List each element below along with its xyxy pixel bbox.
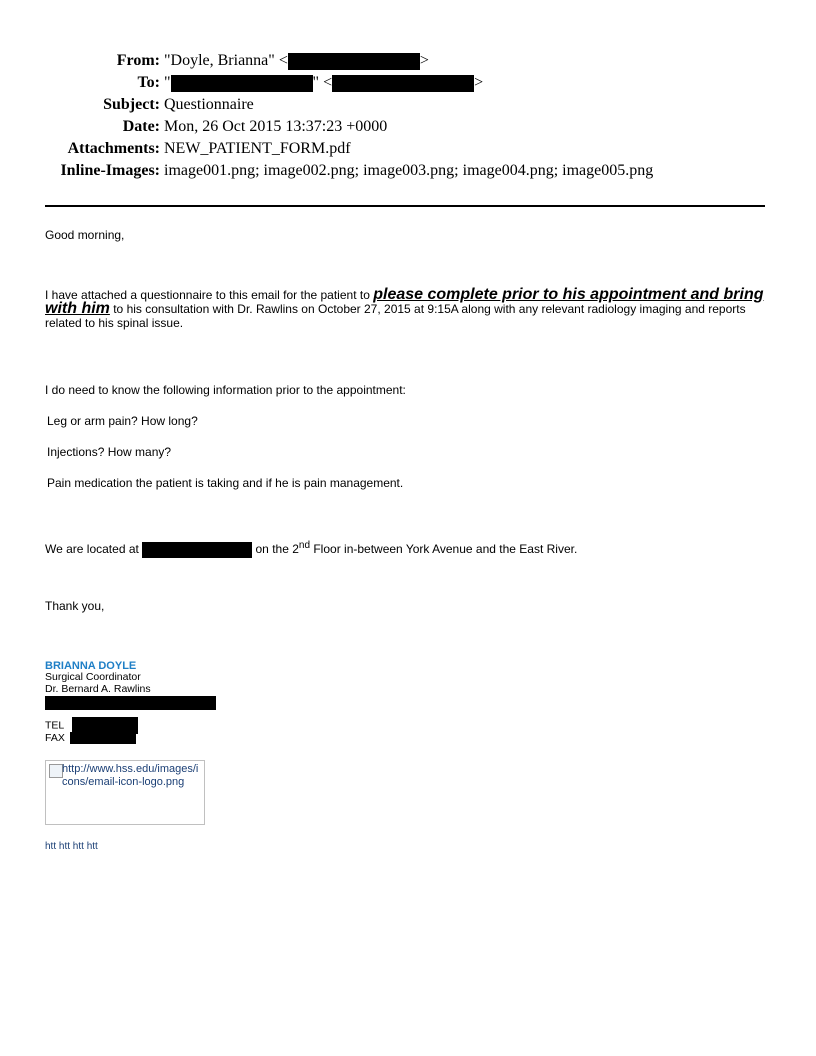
greeting: Good morning, [45,228,125,242]
to-value-middle: " < [312,74,333,91]
signature-doctor: Dr. Bernard A. Rawlins [45,683,151,695]
broken-image-icon [49,764,63,778]
location-line [45,539,767,558]
signature-title: Surgical Coordinator [45,671,141,683]
date-value: Mon, 26 Oct 2015 13:37:23 +0000 [164,118,388,135]
paragraph-questionnaire [45,288,767,330]
subject-row [0,96,816,118]
image-alt-text: http://www.hss.edu/images/icons/email-icon-logo.png [62,763,199,788]
redaction-bar [70,732,136,744]
subject-label: Subject: [103,96,160,113]
to-label: To: [137,74,160,91]
attachments-label: Attachments: [67,140,160,157]
from-label: From: [116,52,160,69]
para1-emphasis: please complete prior to his appointment and bring with him [45,286,764,317]
inline-images-row [0,162,816,184]
tel-label: TEL [45,719,65,732]
thanks-line: Thank you, [45,599,105,613]
from-value-prefix: "Doyle, Brianna" < [164,52,288,69]
attachment-link[interactable]: NEW_PATIENT_FORM.pdf [164,140,351,157]
redaction-bar [288,53,420,70]
location-superscript: nd [298,540,311,551]
location-mid: on the 2 [252,542,299,556]
from-row [0,52,816,74]
from-value-suffix: > [419,52,429,69]
subject-value: Questionnaire [164,96,254,113]
signature-fax [45,732,767,744]
attachments-row [0,140,816,162]
date-row [0,118,816,140]
location-suffix: Floor in-between York Avenue and the East River. [310,542,578,556]
question-2: Injections? How many? [47,445,172,459]
inline-images-label: Inline-Images: [60,162,160,179]
para1-end: to his consultation with Dr. Rawlins on October 27, 2015 at 9:15A along with any relevant radiology imaging and reports related to his spinal issue. [45,302,746,330]
inline-images-value: image001.png; image002.png; image003.png; image004.png; image005.png [164,162,654,179]
fax-label: FAX [45,732,65,744]
from-value [164,52,429,70]
to-value [164,74,483,92]
email-logo-image[interactable] [45,760,205,825]
to-value-prefix: " [164,74,171,91]
question-1: Leg or arm pain? How long? [47,414,198,428]
truncated-links[interactable]: htt htt htt htt [45,841,98,852]
para1-start: I have attached a questionnaire to this email for the patient to [45,288,374,302]
header-divider [45,205,765,207]
redaction-bar [332,75,474,92]
question-3: Pain medication the patient is taking and if he is pain management. [47,476,404,490]
need-info-line: I do need to know the following information prior to the appointment: [45,383,406,397]
signature-name: BRIANNA DOYLE [45,660,137,672]
location-prefix: We are located at [45,542,143,556]
date-label: Date: [122,118,160,135]
redaction-bar [142,542,252,558]
to-value-suffix: > [474,74,484,91]
email-header [0,52,816,184]
redaction-bar [171,75,313,92]
to-row [0,74,816,96]
redaction-bar [45,696,216,710]
